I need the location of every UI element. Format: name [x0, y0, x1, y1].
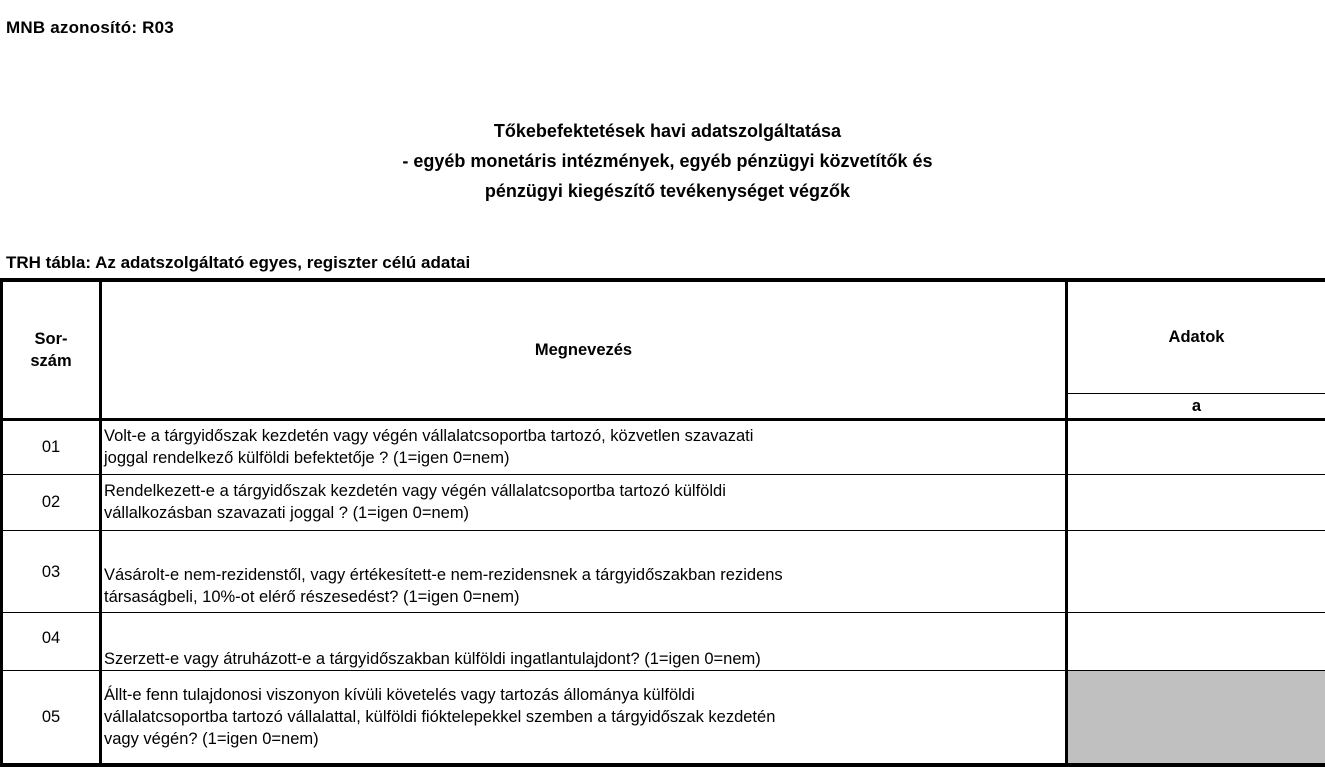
header-sorszam	[2, 280, 101, 420]
trh-table	[0, 278, 1325, 767]
row-description-line: Vásárolt-e nem-rezidenstől, vagy értékesített-e nem-rezidensnek a tárgyidőszakban rezidens	[104, 566, 783, 585]
header-adatok-col-a: a	[1067, 393, 1325, 420]
mnb-identifier: MNB azonosító: R03	[6, 18, 174, 37]
row-value-input[interactable]	[1067, 474, 1325, 531]
form-title	[0, 116, 1325, 206]
header-sorszam-line-1: Sor-	[34, 330, 68, 349]
row-number: 03	[2, 531, 101, 613]
row-description-line: joggal rendelkező külföldi befektetője ? (1=igen 0=nem)	[104, 449, 510, 468]
row-value-disabled	[1067, 670, 1325, 765]
row-value-input[interactable]	[1067, 613, 1325, 671]
table-header-row	[2, 280, 1325, 393]
table-row	[2, 670, 1325, 765]
form-title-line-2: - egyéb monetáris intézmények, egyéb pénzügyi közvetítők és	[402, 151, 933, 171]
row-description-line: vállalatcsoportba tartozó vállalattal, külföldi fióktelepekkel szemben a tárgyidőszak kezdetén	[104, 707, 776, 726]
table-row	[2, 420, 1325, 474]
row-description-line: társaságbeli, 10%-ot elérő részesedést? (1=igen 0=nem)	[104, 588, 520, 607]
row-number: 02	[2, 474, 101, 531]
row-value-input[interactable]	[1067, 420, 1325, 474]
row-value-input[interactable]	[1067, 531, 1325, 613]
table-row	[2, 613, 1325, 671]
row-number: 04	[2, 613, 101, 671]
row-description-line: vagy végén? (1=igen 0=nem)	[104, 729, 319, 748]
form-title-line-3: pénzügyi kiegészítő tevékenységet végzők	[484, 181, 851, 201]
row-description-line: Volt-e a tárgyidőszak kezdetén vagy végén vállalatcsoportba tartozó, közvetlen szavazati	[104, 427, 754, 446]
header-adatok: Adatok	[1067, 280, 1325, 393]
row-description-line: vállalkozásban szavazati joggal ? (1=igen 0=nem)	[104, 504, 470, 523]
table-row	[2, 531, 1325, 613]
table-caption: TRH tábla: Az adatszolgáltató egyes, regiszter célú adatai	[6, 253, 471, 272]
row-description	[101, 670, 1067, 765]
row-number: 05	[2, 670, 101, 765]
row-description-line: Rendelkezett-e a tárgyidőszak kezdetén vagy végén vállalatcsoportba tartozó külföldi	[104, 482, 726, 501]
row-description-line: Szerzett-e vagy átruházott-e a tárgyidőszakban külföldi ingatlantulajdont? (1=igen 0=nem)	[104, 649, 761, 668]
row-description-line: Állt-e fenn tulajdonosi viszonyon kívüli követelés vagy tartozás állománya külföldi	[104, 685, 695, 704]
header-sorszam-line-2: szám	[30, 352, 72, 371]
table-row	[2, 474, 1325, 531]
row-description	[101, 613, 1067, 671]
row-description	[101, 474, 1067, 531]
header-megnevezes: Megnevezés	[101, 280, 1067, 420]
form-title-line-1: Tőkebefektetések havi adatszolgáltatása	[493, 121, 842, 141]
row-description	[101, 531, 1067, 613]
row-description	[101, 420, 1067, 474]
row-number: 01	[2, 420, 101, 474]
